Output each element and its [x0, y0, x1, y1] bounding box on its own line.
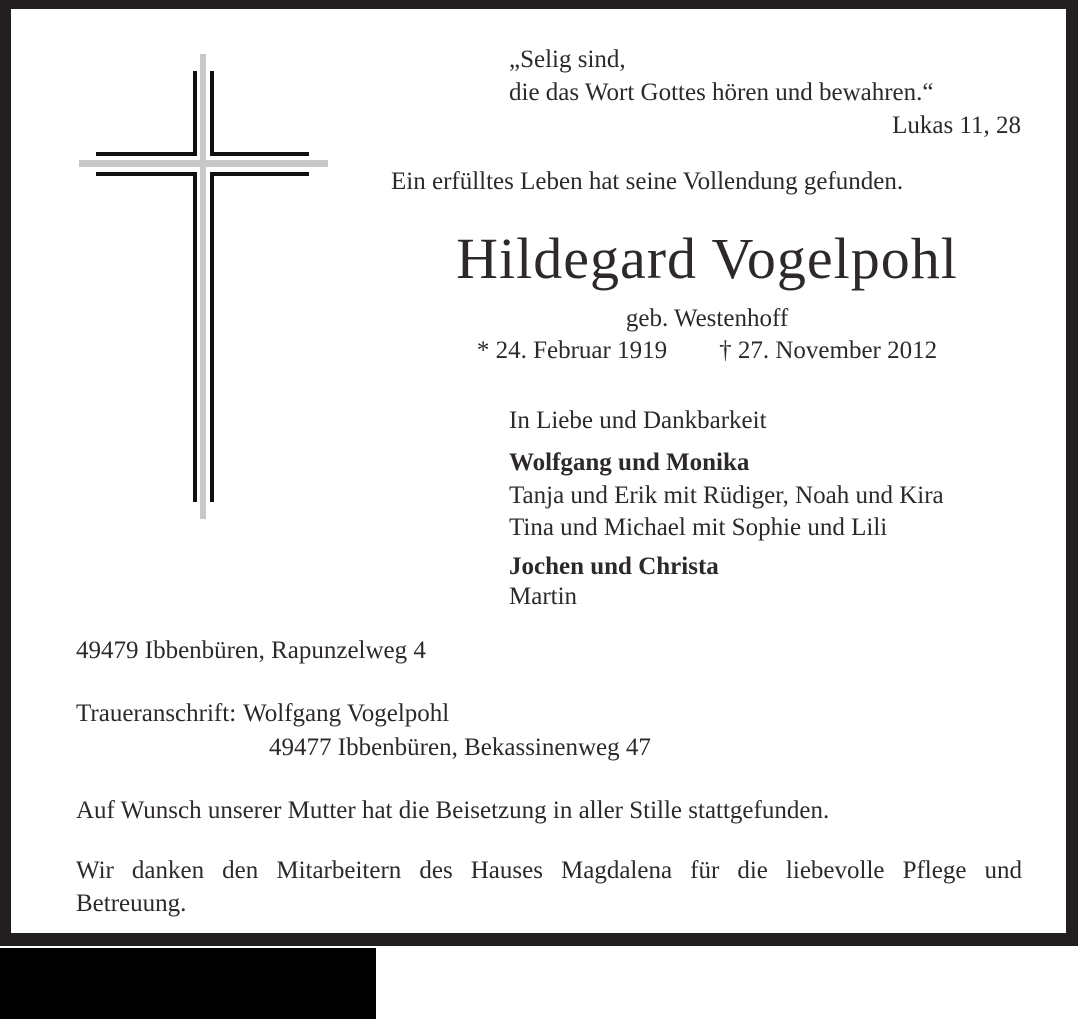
family-line: Martin [509, 583, 578, 610]
black-redaction-bar [0, 948, 376, 1019]
thanks-line: Wir danken den Mitarbeitern des Hauses Magdalena für die liebevolle Pflege und [76, 857, 1022, 884]
family-line: Jochen und Christa [509, 553, 719, 580]
thanks-note [76, 854, 1022, 920]
quote-attribution: Lukas 11, 28 [892, 112, 1021, 139]
christian-cross-icon [69, 49, 341, 524]
quote-line: die das Wort Gottes hören und bewahren.“ [509, 79, 934, 106]
home-address-line: 49479 Ibbenbüren, Rapunzelweg 4 [76, 637, 426, 664]
family-line: Wolfgang und Monika [509, 449, 750, 476]
condolence-address-block [76, 697, 651, 765]
family-line: Tanja und Erik mit Rüdiger, Noah und Kira [509, 482, 944, 509]
condolence-line [76, 697, 651, 731]
family-line: Tina und Michael mit Sophie und Lili [509, 514, 888, 541]
quote-line: „Selig sind, [509, 46, 626, 73]
deceased-name: Hildegard Vogelpohl [456, 226, 958, 291]
opening-quote [509, 43, 1021, 142]
condolence-address-label: Traueranschrift: [76, 700, 237, 727]
intro-line: Ein erfülltes Leben hat seine Vollendung gefunden. [391, 168, 904, 195]
condolence-name: Wolfgang Vogelpohl [243, 700, 450, 727]
mourning-lead: In Liebe und Dankbarkeit [509, 407, 767, 434]
death-date: † 27. November 2012 [719, 337, 938, 364]
burial-note: Auf Wunsch unserer Mutter hat die Beisetzung in aller Stille stattgefunden. [76, 797, 830, 824]
thanks-line: Betreuung. [76, 890, 187, 917]
birth-date: * 24. Februar 1919 [476, 337, 668, 364]
maiden-name: geb. Westenhoff [625, 305, 789, 332]
life-dates [391, 334, 1023, 367]
condolence-address-line: 49477 Ibbenbüren, Bekassinenweg 47 [269, 734, 651, 761]
